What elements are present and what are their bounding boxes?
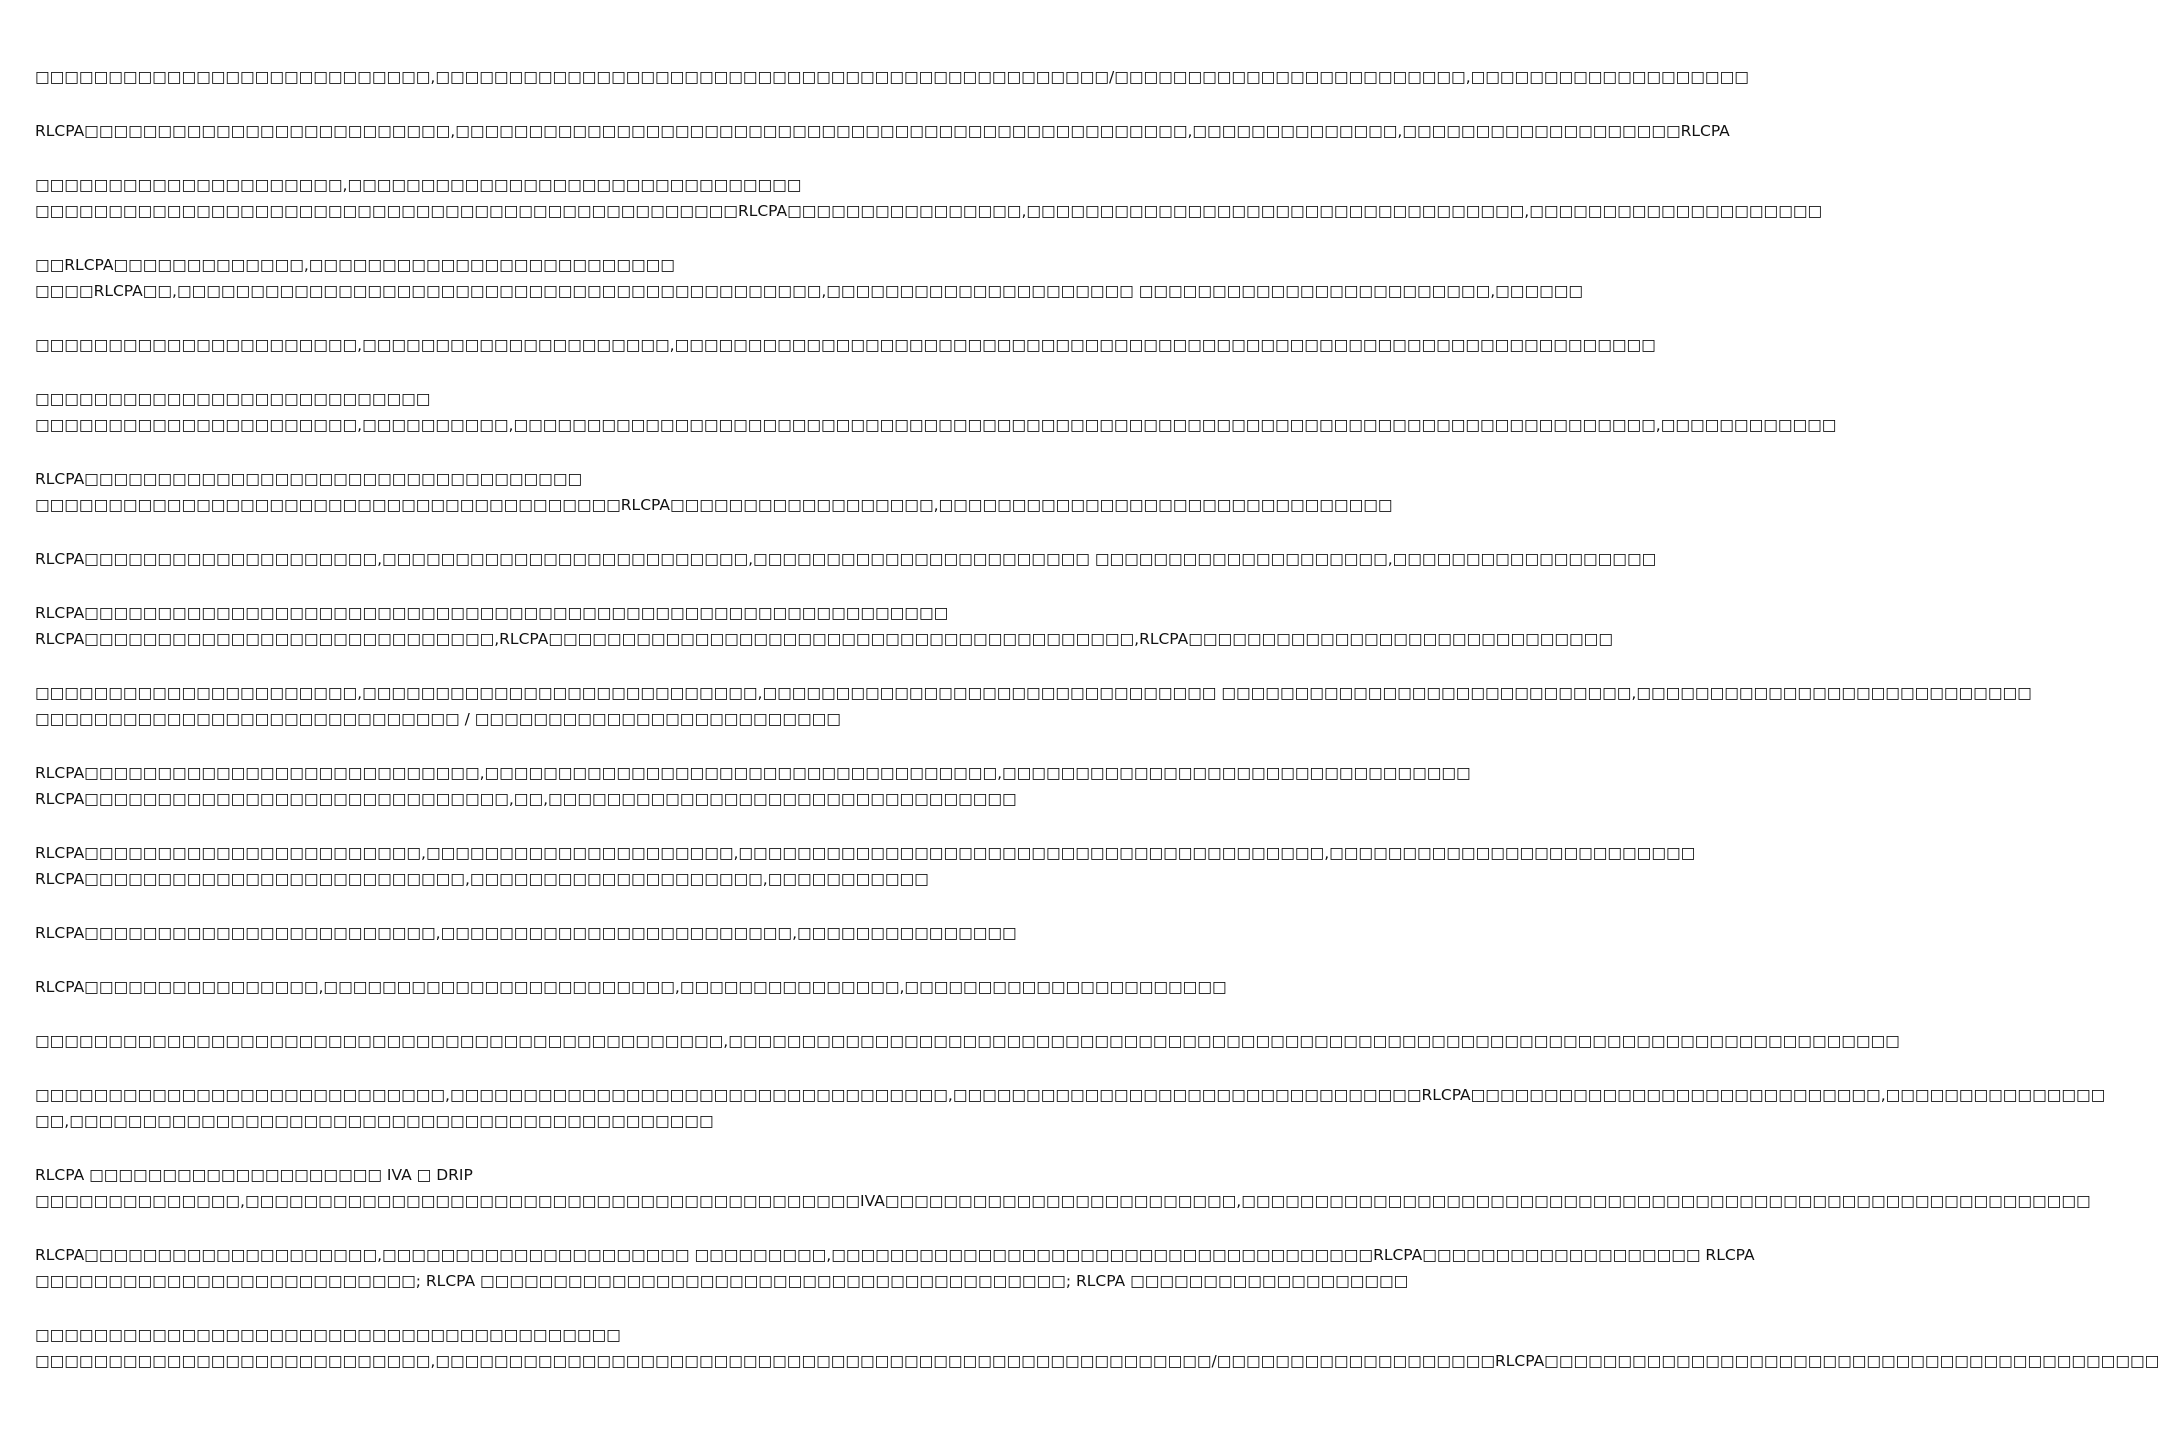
- text-line: RLCPA□□□□□□□□□□□□□□□□□□□□□□□□□,□□□□□□□□□□□□□□□□□□□□□□□□□□□□□□□□□□□□□□□□□□□□□□□□□□,□□□□□□□□□□□□□□,□□□□□□□□□□□□□□□□□□□RLCPA: [35, 122, 1730, 140]
- text-line: RLCPA□□□□□□□□□□□□□□□□□□□□,□□□□□□□□□□□□□□□□□□□□□□□□□,□□□□□□□□□□□□□□□□□□□□□□□ □□□□□□□□□□□□□□□□□□□□,□□□□□□□□□□□□□□□□□□: [35, 550, 1657, 568]
- text-line: RLCPA□□□□□□□□□□□□□□□□□□□□□□□□□□□□□,□□,□□□□□□□□□□□□□□□□□□□□□□□□□□□□□□□□: [35, 790, 1017, 808]
- paragraph: [35, 118, 1730, 144]
- text-line: □□□□□□□□□□□□□□□□□□□□□□□□□□□□□ / □□□□□□□□□□□□□□□□□□□□□□□□□: [35, 710, 841, 728]
- text-line: RLCPA □□□□□□□□□□□□□□□□□□□□ IVA □ DRIP: [35, 1166, 473, 1184]
- text-line: □□□□□□□□□□□□□□□□□□□□□□□□□□□: [35, 390, 431, 408]
- text-line: RLCPA□□□□□□□□□□□□□□□□□□□□□□□□,□□□□□□□□□□□□□□□□□□□□□□□□,□□□□□□□□□□□□□□□: [35, 924, 1017, 942]
- text-line: RLCPA□□□□□□□□□□□□□□□□,□□□□□□□□□□□□□□□□□□□□□□□□,□□□□□□□□□□□□□□□,□□□□□□□□□□□□□□□□□□□□□□: [35, 978, 1227, 996]
- paragraph: [35, 64, 1749, 90]
- text-line: □□□□□□□□□□□□□□□□□□□□□□,□□□□□□□□□□□□□□□□□□□□□,□□□□□□□□□□□□□□□□□□□□□□□□□□□□□□□□□□□□□□□□□□□□□□□□□□□□□□□□□□□□□□□□□□□: [35, 336, 1656, 354]
- paragraph: [35, 974, 1227, 1000]
- paragraph: [35, 386, 1837, 438]
- text-line: RLCPA□□□□□□□□□□□□□□□□□□□□□□□□□□,□□□□□□□□□□□□□□□□□□□□,□□□□□□□□□□□: [35, 870, 929, 888]
- text-line: □□□□□□□□□□□□□□□□□□□□□□□□□□; RLCPA □□□□□□□□□□□□□□□□□□□□□□□□□□□□□□□□□□□□□□□□; RLCPA □□□□□□□□□□□□□□□□□□□: [35, 1272, 1409, 1290]
- paragraph: [35, 760, 1471, 812]
- text-line: □□□□□□□□□□□□□□□□□□□□□□□□□□□□□□□□□□□□□□□□□□□□□□□,□□□□□□□□□□□□□□□□□□□□□□□□□□□□□□□□□□□□□□□□□□□□□□□□□□□□□□□□□□□□□□□□□□□□□□□□□□□□□□□□: [35, 1032, 1900, 1050]
- paragraph: [35, 466, 1393, 518]
- text-line: RLCPA□□□□□□□□□□□□□□□□□□□□□□□,□□□□□□□□□□□□□□□□□□□□□,□□□□□□□□□□□□□□□□□□□□□□□□□□□□□□□□□□□□□□□□,□□□□□□□□□□□□□□□□□□□□□□□□□: [35, 844, 1696, 862]
- paragraph: [35, 600, 1613, 652]
- text-line: □□□□□□□□□□□□□□□□□□□□□□□□□□□,□□□□□□□□□□□□□□□□□□□□□□□□□□□□□□□□□□□□□□□□□□□□□□/□□□□□□□□□□□□□□□□□□□□□□□□,□□□□□□□□□□□□□□□□□□□: [35, 68, 1749, 86]
- paragraph: [35, 332, 1656, 358]
- paragraph: [35, 1322, 2159, 1374]
- text-line: □□,□□□□□□□□□□□□□□□□□□□□□□□□□□□□□□□□□□□□□□□□□□□□: [35, 1112, 714, 1130]
- text-line: □□□□□□□□□□□□□□□□□□□□□□,□□□□□□□□□□,□□□□□□□□□□□□□□□□□□□□□□□□□□□□□□□□□□□□□□□□□□□□□□□□□□□□□□□□□□□□□□□□□□□□□□□□□□□□□□,□□□□□□□□□□□□: [35, 416, 1837, 434]
- text-line: □□□□□□□□□□□□□□□□□□□□□□□□□□□□□□□□□□□□□□□□RLCPA□□□□□□□□□□□□□□□□□□,□□□□□□□□□□□□□□□□□□□□□□□□□□□□□□□: [35, 496, 1393, 514]
- paragraph: [35, 1242, 1755, 1294]
- paragraph: [35, 680, 2032, 732]
- paragraph: [35, 1028, 1900, 1054]
- text-line: RLCPA□□□□□□□□□□□□□□□□□□□□□□□□□□□□,RLCPA□□□□□□□□□□□□□□□□□□□□□□□□□□□□□□□□□□□□□□□□,RLCPA□□□□□□□□□□□□□□□□□□□□□□□□□□□□□: [35, 630, 1613, 648]
- text-line: □□□□□□□□□□□□□□□□□□□□□□□□□□□,□□□□□□□□□□□□□□□□□□□□□□□□□□□□□□□□□□□□□□□□□□□□□□□□□□□□□/□□□□□□□□□□□□□□□□□□□RLCPA□□□□□□□□□□□□□□□□□□□□□□□□□□□□□□□□□□□□□□□□□□: [35, 1352, 2159, 1370]
- text-line: □□□□RLCPA□□,□□□□□□□□□□□□□□□□□□□□□□□□□□□□□□□□□□□□□□□□□□□□,□□□□□□□□□□□□□□□□□□□□□ □□□□□□□□□□□□□□□□□□□□□□□□,□□□□□□: [35, 282, 1584, 300]
- paragraph: [35, 1162, 2091, 1214]
- document-page: [35, 64, 2159, 1402]
- text-line: □□□□□□□□□□□□□□□□□□□□□□□□□□□□□□□□□□□□□□□□□□□□□□□□RLCPA□□□□□□□□□□□□□□□□,□□□□□□□□□□□□□□□□□□□□□□□□□□□□□□□□□□,□□□□□□□□□□□□□□□□□□□□: [35, 202, 1823, 220]
- paragraph: [35, 920, 1017, 946]
- text-line: □□□□□□□□□□□□□□□□□□□□□□□□□□□□□□□□□□□□□□□□: [35, 1326, 621, 1344]
- text-line: □□□□□□□□□□□□□□,□□□□□□□□□□□□□□□□□□□□□□□□□□□□□□□□□□□□□□□□□□IVA□□□□□□□□□□□□□□□□□□□□□□□□,□□□□□□□□□□□□□□□□□□□□□□□□□□□□□□□□□□□□□□□□□□□□□□□□□□□□□□□□□□: [35, 1192, 2091, 1210]
- text-line: RLCPA□□□□□□□□□□□□□□□□□□□□□□□□□□□□□□□□□□: [35, 470, 583, 488]
- paragraph: [35, 1082, 2106, 1134]
- text-line: □□□□□□□□□□□□□□□□□□□□□,□□□□□□□□□□□□□□□□□□□□□□□□□□□□□□□: [35, 176, 802, 194]
- text-line: RLCPA□□□□□□□□□□□□□□□□□□□□□□□□□□□,□□□□□□□□□□□□□□□□□□□□□□□□□□□□□□□□□□□,□□□□□□□□□□□□□□□□□□□□□□□□□□□□□□□□: [35, 764, 1471, 782]
- text-line: □□RLCPA□□□□□□□□□□□□□,□□□□□□□□□□□□□□□□□□□□□□□□□: [35, 256, 675, 274]
- paragraph: [35, 172, 1823, 224]
- text-line: RLCPA□□□□□□□□□□□□□□□□□□□□□□□□□□□□□□□□□□□□□□□□□□□□□□□□□□□□□□□□□□□: [35, 604, 949, 622]
- text-line: □□□□□□□□□□□□□□□□□□□□□□,□□□□□□□□□□□□□□□□□□□□□□□□□□□,□□□□□□□□□□□□□□□□□□□□□□□□□□□□□□□ □□□□□□□□□□□□□□□□□□□□□□□□□□□□,□□□□□□□□□□□□□□□□□□□□□□□□□□□: [35, 684, 2032, 702]
- paragraph: [35, 546, 1657, 572]
- text-line: □□□□□□□□□□□□□□□□□□□□□□□□□□□□,□□□□□□□□□□□□□□□□□□□□□□□□□□□□□□□□□□,□□□□□□□□□□□□□□□□□□□□□□□□□□□□□□□□RLCPA□□□□□□□□□□□□□□□□□□□□□□□□□□□□,□□□□□□□□□□□□□□□: [35, 1086, 2106, 1104]
- text-line: RLCPA□□□□□□□□□□□□□□□□□□□□,□□□□□□□□□□□□□□□□□□□□□ □□□□□□□□□,□□□□□□□□□□□□□□□□□□□□□□□□□□□□□□□□□□□□□RLCPA□□□□□□□□□□□□□□□□□□□ RLCPA: [35, 1246, 1755, 1264]
- paragraph: [35, 252, 1584, 304]
- paragraph: [35, 840, 1696, 892]
